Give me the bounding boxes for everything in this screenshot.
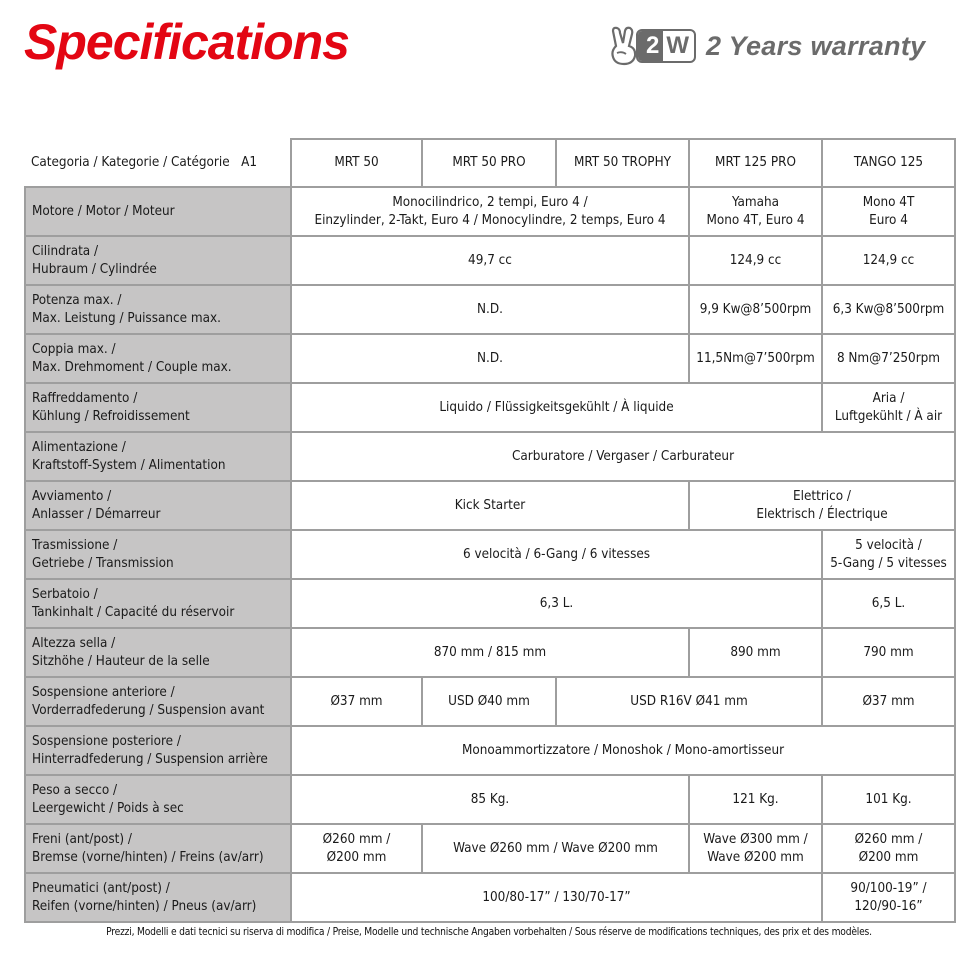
table-row — [25, 775, 955, 824]
spec-value-line: Ø200 mm — [326, 849, 387, 865]
spec-label-line: Anlasser / Démarreur — [32, 506, 161, 522]
spec-value-line: 870 mm / 815 mm — [433, 644, 547, 660]
table-row — [25, 236, 955, 285]
spec-label-line: Tankinhalt / Capacité du réservoir — [32, 604, 235, 620]
spec-label-cell — [25, 481, 291, 530]
spec-value-line: 6 velocità / 6-Gang / 6 vitesses — [462, 546, 651, 562]
spec-label-cell — [25, 334, 291, 383]
spec-label-line: Reifen (vorne/hinten) / Pneus (av/arr) — [32, 898, 257, 914]
spec-value-cell — [291, 432, 955, 481]
spec-value-cell — [422, 824, 689, 873]
spec-value-line: Monocilindrico, 2 tempi, Euro 4 / — [392, 194, 588, 210]
spec-value-cell — [822, 236, 955, 285]
spec-value-cell — [291, 530, 822, 579]
spec-label-line: Alimentazione / — [32, 439, 126, 455]
spec-label-line: Raffreddamento / — [32, 390, 138, 406]
spec-value-line: Monoammortizzatore / Monoshok / Mono-amortisseur — [461, 742, 785, 758]
spec-value-cell — [689, 236, 822, 285]
spec-value-line: 9,9 Kw@8’500rpm — [699, 301, 812, 317]
spec-value-cell — [822, 775, 955, 824]
table-row — [25, 187, 955, 236]
spec-value-line: Mono 4T, Euro 4 — [706, 212, 805, 228]
spec-value-cell — [689, 775, 822, 824]
table-row — [25, 726, 955, 775]
spec-value-cell — [689, 481, 955, 530]
table-row — [25, 530, 955, 579]
header-row — [25, 139, 955, 187]
spec-value-cell — [291, 628, 689, 677]
spec-value-line: 124,9 cc — [729, 252, 782, 268]
spec-label-cell — [25, 824, 291, 873]
spec-value-line: 6,3 Kw@8’500rpm — [832, 301, 945, 317]
model-header-mrt-50: MRT 50 — [291, 139, 422, 187]
spec-value-cell — [822, 530, 955, 579]
spec-value-line: Euro 4 — [869, 212, 908, 228]
spec-label-cell — [25, 873, 291, 922]
spec-label-line: Kühlung / Refroidissement — [32, 408, 190, 424]
table-row — [25, 285, 955, 334]
spec-value-line: 5 velocità / — [855, 537, 922, 553]
spec-value-cell — [822, 187, 955, 236]
spec-value-line: Ø260 mm / — [854, 831, 923, 847]
page-title: Specifications — [24, 14, 349, 70]
spec-value-line: 121 Kg. — [732, 791, 779, 807]
table-row — [25, 383, 955, 432]
spec-label-line: Max. Drehmoment / Couple max. — [32, 359, 232, 375]
spec-label-line: Potenza max. / — [32, 292, 122, 308]
spec-value-cell — [689, 824, 822, 873]
spec-value-cell — [291, 236, 689, 285]
spec-value-cell — [689, 285, 822, 334]
spec-value-line: 890 mm — [730, 644, 781, 660]
spec-label-cell — [25, 579, 291, 628]
spec-value-cell — [291, 187, 689, 236]
spec-value-cell — [291, 334, 689, 383]
spec-label-line: Serbatoio / — [32, 586, 98, 602]
footer-disclaimer: Prezzi, Modelli e dati tecnici su riserva di modifica / Preise, Modelle und technische Angaben vorbehalten / Sous réserve de modifications techniques, des prix et des modèles. — [106, 927, 872, 938]
warranty-badge — [608, 24, 925, 68]
spec-value-line: Aria / — [872, 390, 905, 406]
spec-label-line: Hinterradfederung / Suspension arrière — [32, 751, 268, 767]
category-cell — [25, 139, 291, 187]
model-header-tango-125: TANGO 125 — [822, 139, 955, 187]
spec-value-cell — [689, 628, 822, 677]
spec-label-cell — [25, 726, 291, 775]
table-row — [25, 873, 955, 922]
spec-value-cell — [689, 187, 822, 236]
category-value: A1 — [241, 154, 258, 170]
table-row — [25, 432, 955, 481]
spec-value-cell — [822, 677, 955, 726]
spec-value-line: Carburatore / Vergaser / Carburateur — [511, 448, 735, 464]
spec-value-line: N.D. — [477, 301, 503, 317]
spec-value-cell — [556, 677, 822, 726]
table-row — [25, 481, 955, 530]
badge-number: 2 — [638, 31, 663, 61]
spec-value-cell — [822, 628, 955, 677]
table-row — [25, 628, 955, 677]
category-label: Categoria / Kategorie / Catégorie — [31, 154, 230, 170]
spec-value-line: Liquido / Flüssigkeitsgekühlt / À liquide — [439, 399, 674, 415]
model-header-mrt-125-pro: MRT 125 PRO — [689, 139, 822, 187]
spec-label-line: Sospensione posteriore / — [32, 733, 181, 749]
spec-value-cell — [291, 873, 822, 922]
spec-value-line: 8 Nm@7’250rpm — [836, 350, 941, 366]
spec-label-line: Peso a secco / — [32, 782, 118, 798]
spec-value-line: Kick Starter — [454, 497, 526, 513]
badge-letter: W — [666, 32, 690, 59]
spec-value-line: 49,7 cc — [468, 252, 512, 268]
spec-value-line: N.D. — [477, 350, 503, 366]
spec-value-cell — [291, 481, 689, 530]
table-row — [25, 579, 955, 628]
spec-value-cell — [291, 383, 822, 432]
spec-value-line: Ø37 mm — [862, 693, 915, 709]
warranty-text: 2 Years warranty — [706, 30, 926, 61]
spec-label-line: Kraftstoff-System / Alimentation — [32, 457, 226, 473]
table-row — [25, 677, 955, 726]
spec-value-cell — [822, 824, 955, 873]
spec-value-cell — [689, 334, 822, 383]
spec-value-cell — [291, 775, 689, 824]
spec-value-line: 100/80-17” / 130/70-17” — [482, 889, 631, 905]
specifications-table — [24, 138, 956, 923]
spec-value-cell — [822, 285, 955, 334]
spec-label-cell — [25, 775, 291, 824]
2w-badge — [636, 29, 696, 63]
spec-value-cell — [422, 677, 556, 726]
spec-value-line: USD Ø40 mm — [448, 693, 530, 709]
spec-label-line: Vorderradfederung / Suspension avant — [32, 702, 265, 718]
spec-value-cell — [822, 383, 955, 432]
spec-label-cell — [25, 187, 291, 236]
spec-value-line: Elettrico / — [793, 488, 851, 504]
spec-label-line: Hubraum / Cylindrée — [32, 261, 157, 277]
spec-label-line: Leergewicht / Poids à sec — [32, 800, 184, 816]
spec-label-cell — [25, 628, 291, 677]
spec-value-line: 6,3 L. — [539, 595, 574, 611]
spec-value-line: 790 mm — [863, 644, 914, 660]
spec-value-cell — [291, 824, 422, 873]
spec-value-line: 85 Kg. — [470, 791, 510, 807]
spec-value-line: Elektrisch / Électrique — [756, 506, 888, 522]
spec-value-line: Ø260 mm / — [322, 831, 391, 847]
spec-label-line: Sitzhöhe / Hauteur de la selle — [32, 653, 210, 669]
spec-value-line: Wave Ø260 mm / Wave Ø200 mm — [453, 840, 658, 856]
spec-label-line: Avviamento / — [32, 488, 112, 504]
spec-value-line: Ø200 mm — [858, 849, 919, 865]
spec-label-line: Cilindrata / — [32, 243, 99, 259]
spec-label-line: Freni (ant/post) / — [32, 831, 132, 847]
spec-value-line: Yamaha — [731, 194, 780, 210]
spec-value-line: 11,5Nm@7’500rpm — [696, 350, 815, 366]
spec-label-line: Sospensione anteriore / — [32, 684, 175, 700]
spec-label-line: Motore / Motor / Moteur — [32, 203, 175, 219]
spec-value-cell — [291, 677, 422, 726]
spec-value-line: Mono 4T — [862, 194, 915, 210]
model-header-mrt-50-pro: MRT 50 PRO — [422, 139, 556, 187]
spec-value-line: 6,5 L. — [871, 595, 906, 611]
spec-label-line: Trasmissione / — [32, 537, 118, 553]
spec-label-line: Max. Leistung / Puissance max. — [32, 310, 221, 326]
spec-value-cell — [291, 285, 689, 334]
spec-value-cell — [291, 579, 822, 628]
spec-value-line: 5-Gang / 5 vitesses — [830, 555, 947, 571]
spec-label-line: Pneumatici (ant/post) / — [32, 880, 170, 896]
spec-label-cell — [25, 677, 291, 726]
spec-label-line: Getriebe / Transmission — [32, 555, 174, 571]
spec-value-line: USD R16V Ø41 mm — [630, 693, 748, 709]
spec-value-cell — [291, 726, 955, 775]
spec-value-line: 120/90-16” — [854, 898, 923, 914]
spec-value-line: Wave Ø200 mm — [707, 849, 804, 865]
table-row — [25, 824, 955, 873]
spec-label-cell — [25, 432, 291, 481]
spec-value-line: Einzylinder, 2-Takt, Euro 4 / Monocylindre, 2 temps, Euro 4 — [314, 212, 666, 228]
spec-value-line: Luftgekühlt / À air — [834, 408, 943, 424]
spec-label-line: Bremse (vorne/hinten) / Freins (av/arr) — [32, 849, 264, 865]
2w-logo — [608, 26, 696, 66]
spec-label-cell — [25, 530, 291, 579]
spec-value-cell — [822, 334, 955, 383]
spec-value-line: 124,9 cc — [862, 252, 915, 268]
spec-value-line: 90/100-19” / — [850, 880, 927, 896]
spec-label-cell — [25, 236, 291, 285]
spec-value-cell — [822, 873, 955, 922]
spec-value-line: 101 Kg. — [865, 791, 912, 807]
spec-value-cell — [822, 579, 955, 628]
model-header-mrt-50-trophy: MRT 50 TROPHY — [556, 139, 689, 187]
table-row — [25, 334, 955, 383]
spec-label-line: Altezza sella / — [32, 635, 116, 651]
spec-label-cell — [25, 285, 291, 334]
spec-value-line: Ø37 mm — [330, 693, 383, 709]
spec-label-cell — [25, 383, 291, 432]
spec-label-line: Coppia max. / — [32, 341, 116, 357]
spec-value-line: Wave Ø300 mm / — [703, 831, 808, 847]
